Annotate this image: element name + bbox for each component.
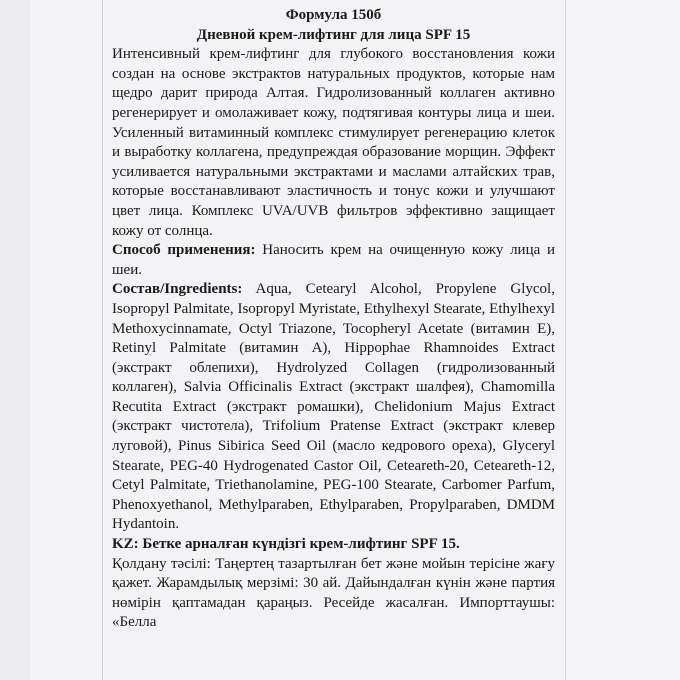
product-title: Формула 150б — [285, 7, 382, 23]
usage-heading: Способ применения: — [112, 242, 256, 259]
label-left-edge — [102, 0, 103, 680]
background-right — [566, 0, 680, 680]
ingredients-heading: Состав/Ingredients: — [112, 281, 243, 298]
kz-text: Қолдану тәсілі: Таңертең тазартылған бет және мойын терісіне жағу қажет. Жарамдылық мерзімі: 30 ай. Дайындалған күнін және партия нөмірін қаптамадан қараңыз. Ресейде жасалған. Импорттаушы: «Белла — [112, 555, 555, 631]
usage-text: Наносить крем на очищенную кожу лица и шеи. — [112, 242, 555, 278]
kz-heading: KZ: Бетке арналған күндізгі крем-лифтинг SPF 15. — [112, 536, 460, 553]
product-subtitle: Дневной крем-лифтинг для лица SPF 15 — [196, 26, 471, 43]
ingredients-text: Aqua, Cetearyl Alcohol, Propylene Glycol, Isopropyl Palmitate, Isopropyl Myristate, Ethylhexyl Stearate, Ethylhexyl Methoxycinnamate, Octyl Triazone, Tocopheryl Acetate (витамин Е), Retinyl Palmitate (витамин А), Hippophae Rhamnoides Extract (экстракт облепихи), Hydrolyzed Collagen (гидролизованный коллаген), Salvia Officinalis Extract (экстракт шалфея), Chamomilla Recutita Extract (экстракт ромашки), Chelidonium Majus Extract (экстракт чистотела), Trifolium Pratense Extract (экстракт клевер луговой), Pinus Sibirica Seed Oil (масло кедрового ореха), Glyceryl Stearate, PEG-40 Hydrogenated Castor Oil, Ceteareth-20, Ceteareth-12, Cetyl Palmitate, Triethanolamine, PEG-100 Stearate, Carbomer Parfum, Phenoxyethanol, Methylparaben, Ethylparaben, Propylparaben, DMDM Hydantoin. — [112, 281, 555, 533]
ingredients-section — [112, 280, 555, 535]
product-label — [112, 6, 555, 633]
product-description: Интенсивный крем-лифтинг для глубокого восстановления кожи создан на основе экстрактов натуральных продуктов, которые нам щедро дарит природа Алтая. Гидролизованный коллаген активно регенерирует и омолаживает кожу, подтягивая контуры лица и шеи. Усиленный витаминный комплекс стимулирует регенерацию клеток и выработку коллагена, предупреждая образование морщин. Эффект усиливается натуральными экстрактами и маслами алтайских трав, которые восстанавливают эластичность и тонус кожи и улучшают цвет лица. Комплекс UVA/UVB фильтров эффективно защищает кожу от солнца. — [112, 46, 555, 239]
background-left — [0, 0, 30, 680]
usage-section — [112, 241, 555, 280]
